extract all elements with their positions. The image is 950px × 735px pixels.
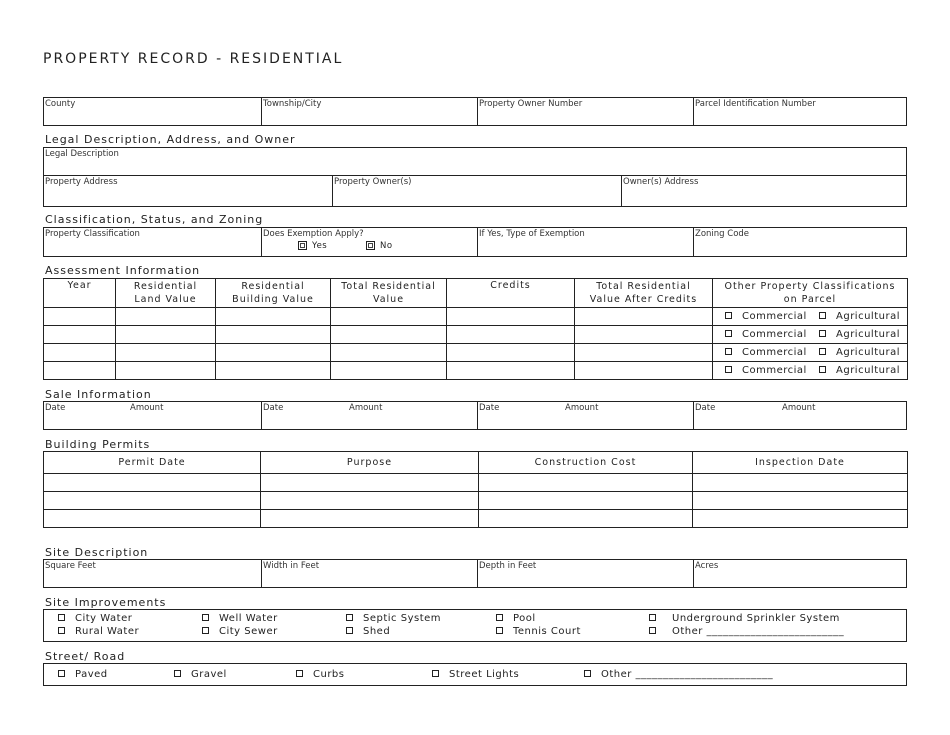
sale-heading: Sale Information [45, 388, 152, 401]
depth-label: Depth in Feet [479, 561, 537, 571]
city-water-option[interactable]: City Water [58, 613, 132, 624]
rural-water-option[interactable]: Rural Water [58, 626, 139, 637]
col-other-classifications: Other Property Classifications on Parcel [713, 279, 908, 308]
checkbox-icon[interactable] [725, 312, 732, 319]
county-field[interactable] [44, 98, 262, 125]
checkbox-icon[interactable] [649, 627, 656, 634]
improvements-box [43, 609, 907, 642]
no-label: No [380, 241, 393, 251]
commercial-option[interactable]: Commercial [725, 329, 807, 340]
agricultural-option[interactable]: Agricultural [819, 347, 900, 358]
date-label: Date [263, 403, 284, 413]
exemption-question-label: Does Exemption Apply? [263, 229, 364, 239]
checkbox-icon[interactable] [296, 670, 303, 677]
parcel-id-label: Parcel Identification Number [695, 99, 816, 109]
well-water-option[interactable]: Well Water [202, 613, 278, 624]
width-label: Width in Feet [263, 561, 320, 571]
width-field[interactable] [262, 560, 478, 587]
street-heading: Street/ Road [45, 650, 126, 663]
checkbox-icon[interactable] [58, 627, 65, 634]
zoning-code-field[interactable] [694, 228, 906, 256]
date-label: Date [45, 403, 66, 413]
col-land-value: Residential Land Value [116, 279, 216, 308]
owner-number-field[interactable] [478, 98, 694, 125]
owner-number-label: Property Owner Number [479, 99, 583, 109]
exemption-no-option[interactable] [366, 241, 393, 251]
checkbox-icon[interactable] [819, 348, 826, 355]
checkbox-icon[interactable] [649, 614, 656, 621]
date-label: Date [479, 403, 500, 413]
commercial-option[interactable]: Commercial [725, 311, 807, 322]
col-inspection-date: Inspection Date [693, 452, 908, 474]
owner-address-label: Owner(s) Address [623, 177, 699, 187]
table-row [44, 474, 908, 492]
checkbox-icon[interactable] [58, 670, 65, 677]
checkbox-icon[interactable] [496, 614, 503, 621]
exemption-yes-option[interactable] [298, 241, 327, 251]
checkbox-icon[interactable] [432, 670, 439, 677]
classification-heading: Classification, Status, and Zoning [45, 213, 264, 226]
date-label: Date [695, 403, 716, 413]
checkbox-icon[interactable] [58, 614, 65, 621]
gravel-option[interactable]: Gravel [174, 669, 227, 680]
table-row [44, 362, 908, 380]
col-total-after-credits: Total Residential Value After Credits [575, 279, 713, 308]
permits-heading: Building Permits [45, 438, 151, 451]
acres-label: Acres [695, 561, 719, 571]
agricultural-option[interactable]: Agricultural [819, 365, 900, 376]
site-heading: Site Description [45, 546, 149, 559]
permits-header-row [44, 452, 908, 474]
agricultural-option[interactable]: Agricultural [819, 329, 900, 340]
table-row [44, 308, 908, 326]
acres-field[interactable] [694, 560, 906, 587]
other-improvement-option[interactable]: Other _________________________ [649, 626, 844, 637]
exemption-type-field[interactable] [478, 228, 694, 256]
page-title: PROPERTY RECORD - RESIDENTIAL [43, 51, 344, 67]
property-owner-label: Property Owner(s) [334, 177, 412, 187]
site-row [43, 559, 907, 588]
permits-table [43, 451, 908, 528]
property-classification-label: Property Classification [45, 229, 140, 239]
amount-label: Amount [349, 403, 383, 413]
tennis-court-option[interactable]: Tennis Court [496, 626, 581, 637]
street-lights-option[interactable]: Street Lights [432, 669, 519, 680]
septic-system-option[interactable]: Septic System [346, 613, 441, 624]
paved-option[interactable]: Paved [58, 669, 108, 680]
checkbox-icon[interactable] [346, 614, 353, 621]
checkbox-icon[interactable] [725, 366, 732, 373]
table-row [44, 344, 908, 362]
other-street-option[interactable]: Other _________________________ [584, 669, 773, 680]
table-row [44, 510, 908, 528]
shed-option[interactable]: Shed [346, 626, 390, 637]
curbs-option[interactable]: Curbs [296, 669, 345, 680]
street-box [43, 663, 907, 686]
exemption-type-label: If Yes, Type of Exemption [479, 229, 585, 239]
sale-cell[interactable] [262, 402, 478, 429]
commercial-option[interactable]: Commercial [725, 365, 807, 376]
checkbox-icon[interactable] [346, 627, 353, 634]
sale-row [43, 401, 907, 430]
property-address-label: Property Address [45, 177, 118, 187]
checkbox-icon[interactable] [725, 330, 732, 337]
exemption-apply-field [262, 228, 478, 256]
assessment-table [43, 278, 908, 380]
yes-label: Yes [312, 241, 328, 251]
sale-cell[interactable] [694, 402, 906, 429]
checkbox-icon[interactable] [584, 670, 591, 677]
col-total-value: Total Residential Value [331, 279, 447, 308]
other-classification-cell [713, 308, 908, 326]
square-feet-field[interactable] [44, 560, 262, 587]
col-permit-date: Permit Date [44, 452, 261, 474]
checkbox-icon[interactable] [202, 627, 209, 634]
sale-cell[interactable] [478, 402, 694, 429]
other-classification-cell [713, 326, 908, 344]
table-row [44, 326, 908, 344]
city-sewer-option[interactable]: City Sewer [202, 626, 278, 637]
property-address-field[interactable] [44, 176, 333, 206]
zoning-code-label: Zoning Code [695, 229, 750, 239]
county-label: County [45, 99, 76, 109]
col-construction-cost: Construction Cost [479, 452, 693, 474]
col-year: Year [44, 279, 116, 308]
top-info-row [43, 97, 907, 126]
checkbox-icon[interactable] [298, 241, 307, 250]
checkbox-icon[interactable] [819, 366, 826, 373]
assessment-header-row [44, 279, 908, 308]
classification-row [43, 227, 907, 257]
parcel-id-field[interactable] [694, 98, 906, 125]
township-label: Township/City [263, 99, 322, 109]
col-credits: Credits [447, 279, 575, 308]
amount-label: Amount [782, 403, 816, 413]
address-row [43, 175, 907, 207]
agricultural-option[interactable]: Agricultural [819, 311, 900, 322]
commercial-option[interactable]: Commercial [725, 347, 807, 358]
property-classification-field[interactable] [44, 228, 262, 256]
table-row [44, 492, 908, 510]
checkbox-icon[interactable] [819, 312, 826, 319]
checkbox-icon[interactable] [202, 614, 209, 621]
other-classification-cell [713, 344, 908, 362]
col-purpose: Purpose [261, 452, 479, 474]
improvements-heading: Site Improvements [45, 596, 167, 609]
township-field[interactable] [262, 98, 478, 125]
col-building-value: Residential Building Value [216, 279, 331, 308]
legal-heading: Legal Description, Address, and Owner [45, 133, 296, 146]
legal-description-label: Legal Description [45, 149, 119, 159]
owner-address-field[interactable] [622, 176, 906, 206]
checkbox-icon[interactable] [366, 241, 375, 250]
depth-field[interactable] [478, 560, 694, 587]
other-classification-cell [713, 362, 908, 380]
sprinkler-option[interactable]: Underground Sprinkler System [649, 613, 840, 624]
checkbox-icon[interactable] [496, 627, 503, 634]
amount-label: Amount [130, 403, 164, 413]
pool-option[interactable]: Pool [496, 613, 536, 624]
square-feet-label: Square Feet [45, 561, 96, 571]
legal-description-field[interactable] [43, 147, 907, 176]
property-owner-field[interactable] [333, 176, 622, 206]
assessment-heading: Assessment Information [45, 264, 201, 277]
checkbox-icon[interactable] [725, 348, 732, 355]
checkbox-icon[interactable] [819, 330, 826, 337]
checkbox-icon[interactable] [174, 670, 181, 677]
amount-label: Amount [565, 403, 599, 413]
sale-cell[interactable] [44, 402, 262, 429]
